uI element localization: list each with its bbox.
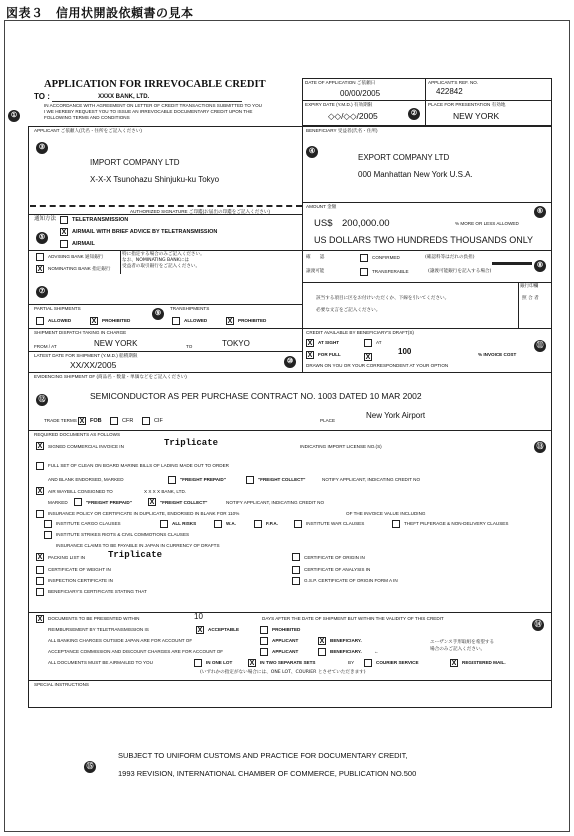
presentation-after: DAYS AFTER THE DATE OF SHIPMENT BUT WITHIN THE VALIDITY OF THIS CREDIT [262,616,444,621]
awb-checkbox[interactable]: X [37,488,43,495]
footer-line2: 1993 REVISION, INTERNATIONAL CHAMBER OF COMMERCE, PUBLICATION NO.500 [118,769,417,778]
registered-label: REGISTERED MAIL. [462,660,506,665]
ref-label: APPLICANT'S REF. NO. [428,80,479,85]
acceptance-beneficiary-checkbox[interactable] [318,648,326,656]
weight-label: CERTIFICATE OF WEIGHT IN [48,567,111,572]
teletransmission-label: TELETRANSMISSION [72,217,129,223]
beneficiary-cert-label: BENEFICIARY'S CERTIFICATE STATING THAT [48,589,147,594]
awb-marked-label: MARKED [48,500,68,505]
one-lot-label: IN ONE LOT [206,660,233,665]
presentation-label: DOCUMENTS TO BE PRESENTED WITHIN [48,616,140,621]
charges-applicant-checkbox[interactable] [260,637,268,645]
wa-label: W.A. [226,521,236,526]
applicant-ref[interactable]: 422842 [436,87,463,96]
ship-from[interactable]: NEW YORK [94,339,138,348]
drawn-on-label: DRAWN ON YOU OR YOUR CORRESPONDENT AT YOUR OPTION [306,363,449,368]
trans-allowed-checkbox[interactable] [172,317,180,325]
charges-beneficiary-label: BENEFICIARY. [330,638,362,643]
trade-terms-label: TRADE TERMS [44,418,77,423]
marker-14: ⑭ [532,619,544,631]
advice-label: 通知方法 [34,216,57,222]
partial-label: PARTIAL SHIPMENTS [34,306,81,311]
invoice-cost-label: % INVOICE COST [478,352,517,357]
war-clauses-label: INSTITUTE WAR CLAUSES [306,521,365,526]
transferable-note: (譲渡可能銀行を記入する場合) [428,269,492,274]
marker-11: ⑪ [534,340,546,352]
marker-7: ⑦ [36,286,48,298]
beneficiary-name[interactable]: EXPORT COMPANY LTD [358,153,450,162]
partial-prohibited-label: PROHIBITED [102,318,131,323]
agreement-text: IN ACCORDANCE WITH AGREEMENT ON LETTER OF CREDIT TRANSACTIONS SUBMITTED TO YOU [44,103,262,108]
partial-allowed-label: ALLOWED [48,318,72,323]
courier-checkbox[interactable] [364,659,372,667]
trans-label: TRANSHIPMENTS [170,306,210,311]
charges-beneficiary-checkbox[interactable]: X [319,638,325,645]
bl-collect-label: "FREIGHT COLLECT" [258,477,306,482]
jp-note: (いずれかの指定がない場合には、ONE LOT、COURIER とさせていただきます) [200,670,366,675]
partial-allowed-checkbox[interactable] [36,317,44,325]
gsp-checkbox[interactable] [292,577,300,585]
cargo-clauses-checkbox[interactable] [44,520,52,528]
marker-9: ⑨ [152,308,164,320]
awb-collect-checkbox[interactable]: X [149,499,155,506]
goods-label: EVIDENCING SHIPMENT OF (商品名・数量・単価などをご記入ください) [34,374,187,379]
place-for-presentation[interactable]: NEW YORK [453,111,500,121]
bank-note: 特に指定する場合のみご記入ください。 [122,252,205,257]
fob-checkbox[interactable]: X [79,418,85,425]
trade-place-label: PLACE [320,418,336,423]
stamp: 照 合 者 [522,296,539,301]
reimb-prohibited-label: PROHIBITED [272,627,301,632]
insurance-label: INSURANCE POLICY OR CERTIFICATE IN DUPLICATE, ENDORSED IN BLANK FOR 110% [48,511,240,516]
expiry-date[interactable]: ◇◇/◇◇/2005 [328,111,378,121]
advising-bank-checkbox[interactable] [36,253,44,261]
acceptance-label: ACCEPTANCE COMMISSION AND DISCOUNT CHARGES ARE FOR ACCOUNT OF [48,649,224,654]
marker-1: ① [8,110,20,122]
inspection-label: INSPECTION CERTIFICATE IN [48,578,113,583]
expiry-label: EXPIRY DATE (Y.M.D.) 有効期限 [305,102,373,107]
awb-prepaid-checkbox[interactable] [74,498,82,506]
at-sight-label: AT SIGHT [318,340,340,345]
documents-label: REQUIRED DOCUMENTS AS FOLLOWS [34,432,121,437]
invoice-label: SIGNED COMMERCIAL INVOICE IN [48,444,124,449]
at-checkbox[interactable] [364,339,372,347]
reimb-prohibited-checkbox[interactable] [260,626,268,634]
applicant-label: APPLICANT ご依頼人(氏名・住所をご記入ください) [34,128,142,133]
marker-2: ② [408,108,420,120]
acceptance-applicant-checkbox[interactable] [260,648,268,656]
latest-label: LATEST DATE FOR SHIPMENT (Y.M.D.) 船積期限 [34,353,138,358]
invoice-copies[interactable]: Triplicate [164,438,219,448]
cif-label: CIF [154,418,163,424]
airmail-brief-checkbox[interactable]: X [61,229,67,236]
bl-notify-label: NOTIFY APPLICANT, INDICATING CREDIT NO [322,477,421,482]
marker-12: ⑫ [36,394,48,406]
origin-label: CERTIFICATE OF ORIGIN IN [304,555,365,560]
license-label: INDICATING IMPORT LICENSE NO.(S) [300,444,382,449]
reimb-acceptable-label: ACCEPTABLE [208,627,240,632]
advising-bank-label: ADVISING BANK 通知銀行 [48,254,104,259]
dispatch-label: SHIPMENT DISPATCH TAKING IN CHARGE [34,330,127,335]
packing-label: PACKING LIST IN [48,555,86,560]
amount-words[interactable]: US DOLLARS TWO HUNDREDS THOUSANDS ONLY [314,235,534,245]
bl-checkbox[interactable] [36,462,44,470]
marker-4: ④ [306,146,318,158]
at-label: AT [376,340,382,345]
for-full-checkbox[interactable]: X [307,352,313,359]
awb-collect-label: "FREIGHT COLLECT" [160,500,208,505]
to-label: TO : [34,92,50,101]
amount-currency: US$ [314,218,333,229]
applicant-address[interactable]: X-X-X Tsunohazu Shinjuku-ku Tokyo [90,175,220,184]
credit-label: CREDIT AVAILABLE BY BENEFICIARY'S DRAFT(S) [306,330,414,335]
signature-label: AUTHORIZED SIGNATURE ご印鑑(お届出の印鑑をご記入ください) [130,209,271,214]
transferable-label: TRANSFERABLE [372,269,409,274]
for-full-sub-checkbox[interactable]: X [365,354,371,361]
form-title: APPLICATION FOR IRREVOCABLE CREDIT [44,79,266,90]
tolerance-label: % MORE OR LESS ALLOWED [455,221,519,226]
packing-checkbox[interactable]: X [37,554,43,561]
weight-checkbox[interactable] [36,566,44,574]
confirm-note: 必要な文言をご記入ください。 [316,308,381,313]
figure-caption: 図表３ 信用状開設依頼書の見本 [6,6,194,20]
for-full-label: FOR FULL [318,352,341,357]
presentation-checkbox[interactable]: X [37,616,43,623]
from-label: FROM / AT [34,344,57,349]
confirmed-checkbox[interactable] [360,254,368,262]
awb-notify-label: NOTIFY APPLICANT, INDICATING CREDIT NO [226,500,325,505]
insurance-checkbox[interactable] [36,510,44,518]
marker-6: ⑥ [534,206,546,218]
bank-note: なお、NOMINATING BANKには [122,258,189,263]
place-label: PLACE FOR PRESENTATION 有効地 [428,102,506,107]
beneficiary-cert-checkbox[interactable] [36,588,44,596]
analysis-label: CERTIFICATE OF ANALYSIS IN [304,567,371,572]
wa-checkbox[interactable] [214,520,222,528]
analysis-checkbox[interactable] [292,566,300,574]
insurance-label: OF THE INVOICE VALUE INCLUDING [346,511,426,516]
all-risks-label: ALL RISKS [172,521,197,526]
courier-label: COURIER SERVICE [376,660,419,665]
latest-shipment-date[interactable]: XX/XX/2005 [70,360,117,370]
marker-5: ⑤ [36,232,48,244]
marker-10: ⑩ [284,356,296,368]
acceptance-applicant-label: APPLICANT [272,649,299,654]
marker-13: ⑬ [534,441,546,453]
theft-label: THEFT PILFERAGE & NON-DELIVERY CLAUSES [404,521,509,526]
bl-label: AND BLANK ENDORSED, MARKED [48,477,124,482]
two-sets-checkbox[interactable]: X [249,660,255,667]
agreement-text: I WE HEREBY REQUEST YOU TO ISSUE AN IRREVOCABLE DOCUMENTARY CREDIT UPON THE [44,109,253,114]
bank-note: 受益者の取引銀行をご記入ください。 [122,264,201,269]
acceptance-beneficiary-label: BENEFICIARY. [330,649,362,654]
war-clauses-checkbox[interactable] [294,520,302,528]
gsp-label: G.S.P. CERTIFICATE OF ORIGIN FORM A IN [304,578,398,583]
ship-to[interactable]: TOKYO [222,339,250,348]
nominating-bank-checkbox[interactable]: X [37,266,43,273]
transferable-checkbox[interactable] [360,268,368,276]
arrow-note: ユーザンス手形取組を希望する [430,640,495,645]
to-label: TO [186,344,193,349]
theft-checkbox[interactable] [392,520,400,528]
all-risks-checkbox[interactable] [160,520,168,528]
cfr-checkbox[interactable] [110,417,118,425]
by-label: BY [348,660,355,665]
date-of-application[interactable]: 00/00/2005 [340,89,381,98]
date-label: DATE OF APPLICATION ご依頼日 [305,80,376,85]
at-sight-checkbox[interactable]: X [307,340,313,347]
amount-label: AMOUNT 金額 [306,204,337,209]
reimbursement-label: REIMBURSEMENT BY TELETRANSMISSION IS [48,627,149,632]
trans-prohibited-checkbox[interactable]: X [227,318,233,325]
reimb-acceptable-checkbox[interactable]: X [197,627,203,634]
arrow-icon: ← [374,649,379,654]
registered-checkbox[interactable]: X [451,660,457,667]
beneficiary-address[interactable]: 000 Manhattan New York U.S.A. [358,170,473,179]
marker-3: ③ [36,142,48,154]
transfer-label: 譲渡可能 [306,269,325,274]
marker-8: ⑧ [534,260,546,272]
packing-copies[interactable]: Triplicate [108,550,163,560]
invoice-checkbox[interactable]: X [37,443,43,450]
charges-label: ALL BANKING CHARGES OUTSIDE JAPAN ARE FOR ACCOUNT OF [48,638,193,643]
teletransmission-checkbox[interactable] [60,216,68,224]
airmailed-label: ALL DOCUMENTS MUST BE AIRMAILED TO YOU [48,660,153,665]
fob-label: FOB [90,418,102,424]
bank-name: XXXX BANK, LTD. [98,94,150,100]
presentation-days[interactable]: 10 [194,612,203,621]
partial-prohibited-checkbox[interactable]: X [91,318,97,325]
goods-description[interactable]: SEMICONDUCTOR AS PER PURCHASE CONTRACT NO. 1003 DATED 10 MAR 2002 [90,391,422,401]
trans-prohibited-label: PROHIBITED [238,318,267,323]
charges-applicant-label: APPLICANT [272,638,299,643]
footer-line1: SUBJECT TO UNIFORM CUSTOMS AND PRACTICE FOR DOCUMENTARY CREDIT, [118,751,408,760]
marker-15: ⑮ [84,761,96,773]
applicant-name[interactable]: IMPORT COMPANY LTD [90,158,180,167]
awb-prepaid-label: "FREIGHT PREPAID" [86,500,132,505]
trade-place[interactable]: New York Airport [366,411,426,420]
fpa-checkbox[interactable] [254,520,262,528]
special-label: SPECIAL INSTRUCTIONS [34,682,89,687]
arrow-note: 場合のみご記入ください。 [430,647,486,652]
stamp-label: 銀行印欄 [520,284,539,289]
invoice-percent[interactable]: 100 [398,347,412,356]
awb-label: AIR WAYBILL CONSIGNED TO [48,489,113,494]
cfr-label: CFR [122,418,134,424]
agreement-text: FOLLOWING TERMS AND CONDITIONS [44,115,130,120]
claims-label: INSURANCE CLAIMS TO BE PAYABLE IN JAPAN IN CURRENCY OF DRAFTS [56,543,220,548]
confirmed-note: (確認料等はだれの負担) [425,255,475,260]
confirmed-label: CONFIRMED [372,255,400,260]
airmail-brief-label: AIRMAIL WITH BRIEF ADVICE BY TELETRANSMISSION [72,229,218,235]
bl-collect-checkbox[interactable] [246,476,254,484]
amount-figure[interactable]: 200,000.00 [342,218,390,229]
confirm-bar [492,262,532,265]
confirm-label: 確 認 [306,255,325,260]
origin-checkbox[interactable] [292,553,300,561]
trans-allowed-label: ALLOWED [184,318,208,323]
bl-label: FULL SET OF CLEAN ON BOARD MARINE BILLS OF LADING MADE OUT TO ORDER [48,463,229,468]
awb-bank[interactable]: X X X X BANK, LTD. [144,489,187,494]
fpa-label: F.P.A. [266,521,278,526]
special-instructions-area[interactable] [34,690,544,704]
strikes-label: INSTITUTE STRIKES RIOTS & CIVIL COMMOTIONS CLAUSES [56,532,190,537]
one-lot-checkbox[interactable] [194,659,202,667]
bl-prepaid-label: "FREIGHT PREPAID" [180,477,226,482]
two-sets-label: IN TWO SEPARATE SETS [260,660,316,665]
airmail-checkbox[interactable] [60,240,68,248]
bl-prepaid-checkbox[interactable] [168,476,176,484]
airmail-label: AIRMAIL [72,241,95,247]
cargo-clauses-label: INSTITUTE CARGO CLAUSES [56,521,121,526]
inspection-checkbox[interactable] [36,577,44,585]
strikes-checkbox[interactable] [44,531,52,539]
beneficiary-label: BENEFICIARY 受益者(氏名・住所) [306,128,378,133]
cif-checkbox[interactable] [142,417,150,425]
nominating-bank-label: NOMINATING BANK 指定銀行 [48,266,111,271]
confirm-note: 該当する項目に区をお付けいただくか、下線を引いてください。 [316,296,450,301]
